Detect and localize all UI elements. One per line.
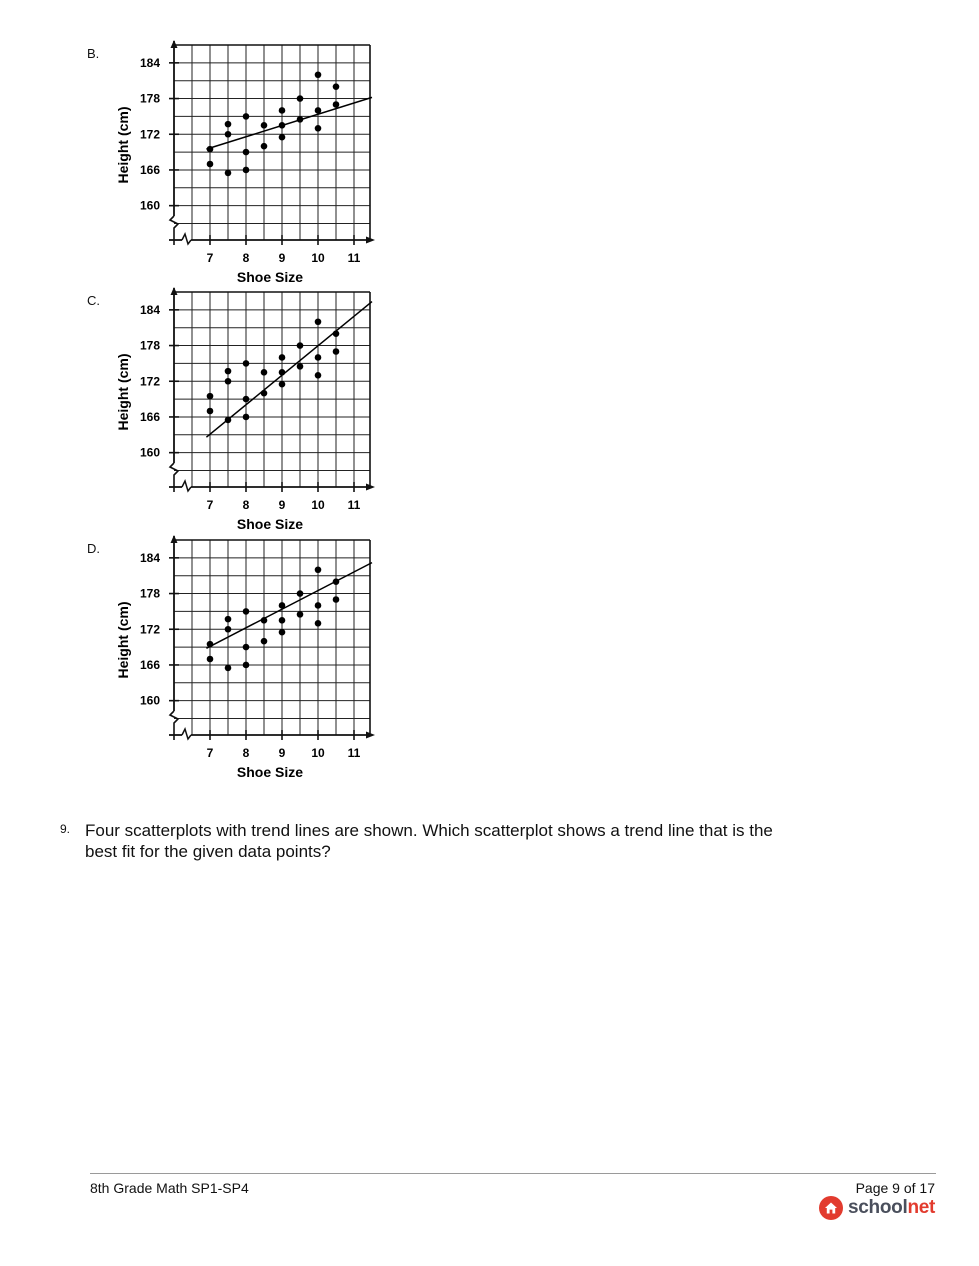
data-point (279, 629, 286, 636)
y-tick-label: 178 (139, 91, 160, 106)
x-tick-label: 9 (278, 251, 286, 265)
page-number: Page 9 of 17 (855, 1180, 935, 1196)
y-axis-title: Height (cm) (115, 601, 131, 679)
x-tick-label: 10 (311, 498, 325, 512)
x-axis-break (182, 729, 191, 739)
data-point (243, 360, 250, 367)
data-point (315, 372, 322, 379)
data-point (315, 125, 322, 132)
y-tick-label: 184 (139, 55, 160, 70)
data-point (207, 408, 214, 415)
question-number: 9. (60, 822, 71, 836)
logo-wordmark (848, 1197, 935, 1219)
y-axis-title: Height (cm) (115, 353, 131, 431)
scatterplot-d (112, 535, 382, 785)
data-point (333, 596, 340, 603)
y-tick-label: 160 (139, 693, 160, 708)
data-point (315, 354, 322, 361)
y-axis-title: Height (cm) (115, 106, 131, 184)
data-point (243, 396, 250, 403)
data-point (243, 662, 250, 669)
x-axis-title: Shoe Size (236, 516, 304, 532)
logo-school: school (848, 1197, 908, 1218)
footer-title: 8th Grade Math SP1-SP4 (90, 1180, 249, 1196)
data-point (261, 122, 268, 129)
footer-divider (90, 1173, 936, 1174)
data-point (225, 626, 232, 633)
x-tick-label: 8 (242, 746, 250, 760)
data-point (333, 83, 340, 90)
y-tick-label: 172 (139, 374, 160, 389)
x-tick-label: 8 (242, 251, 250, 265)
data-point (315, 71, 322, 78)
scatterplot-c (112, 287, 382, 537)
x-axis-title: Shoe Size (236, 269, 304, 285)
y-tick-label: 184 (139, 550, 160, 565)
data-point (297, 611, 304, 618)
data-point (225, 131, 232, 138)
trend-line (206, 97, 372, 149)
x-tick-label: 11 (347, 746, 361, 760)
y-tick-label: 172 (139, 127, 160, 142)
question-text: Four scatterplots with trend lines are shown. Which scatterplot shows a trend line that is the best fit for the given data points? (85, 821, 773, 861)
house-icon (819, 1196, 843, 1220)
data-point (279, 381, 286, 388)
data-point (207, 656, 214, 663)
data-point (243, 167, 250, 174)
y-tick-label: 160 (139, 445, 160, 460)
y-tick-label: 178 (139, 586, 160, 601)
data-point (243, 149, 250, 156)
data-point (297, 95, 304, 102)
data-point (225, 368, 232, 375)
y-axis-arrow (171, 40, 178, 48)
x-tick-label: 7 (206, 498, 214, 512)
x-axis-break (182, 481, 191, 491)
data-point (243, 644, 250, 651)
x-axis-break (182, 234, 191, 244)
y-tick-label: 160 (139, 198, 160, 213)
data-point (333, 101, 340, 108)
data-point (297, 363, 304, 370)
scatterplot-b (112, 40, 382, 290)
x-tick-label: 8 (242, 498, 250, 512)
data-point (315, 566, 322, 573)
data-point (279, 617, 286, 624)
data-point (225, 121, 232, 128)
option-label: C. (87, 293, 100, 308)
data-point (261, 143, 268, 150)
data-point (225, 665, 232, 672)
data-point (261, 638, 268, 645)
data-point (279, 134, 286, 141)
data-point (207, 393, 214, 400)
data-point (297, 342, 304, 349)
x-tick-label: 11 (347, 498, 361, 512)
x-axis-title: Shoe Size (236, 764, 304, 780)
option-label: D. (87, 541, 100, 556)
y-tick-label: 166 (139, 162, 160, 177)
data-point (315, 620, 322, 627)
option-label: B. (87, 46, 100, 61)
x-tick-label: 9 (278, 498, 286, 512)
data-point (315, 318, 322, 325)
x-tick-label: 7 (206, 251, 214, 265)
y-tick-label: 178 (139, 338, 160, 353)
data-point (225, 170, 232, 177)
y-axis-arrow (171, 287, 178, 295)
logo-net: net (907, 1197, 936, 1218)
y-tick-label: 166 (139, 657, 160, 672)
schoolnet-logo (819, 1195, 935, 1221)
data-point (207, 161, 214, 168)
data-point (243, 608, 250, 615)
x-tick-label: 11 (347, 251, 361, 265)
y-tick-label: 184 (139, 302, 160, 317)
data-point (279, 354, 286, 361)
data-point (243, 113, 250, 120)
data-point (297, 590, 304, 597)
data-point (315, 602, 322, 609)
x-tick-label: 10 (311, 251, 325, 265)
data-point (225, 616, 232, 623)
x-tick-label: 10 (311, 746, 325, 760)
data-point (261, 369, 268, 376)
y-tick-label: 172 (139, 622, 160, 637)
data-point (279, 107, 286, 114)
x-tick-label: 9 (278, 746, 286, 760)
data-point (225, 378, 232, 385)
data-point (333, 348, 340, 355)
x-tick-label: 7 (206, 746, 214, 760)
data-point (243, 414, 250, 421)
y-axis-arrow (171, 535, 178, 543)
y-tick-label: 166 (139, 409, 160, 424)
